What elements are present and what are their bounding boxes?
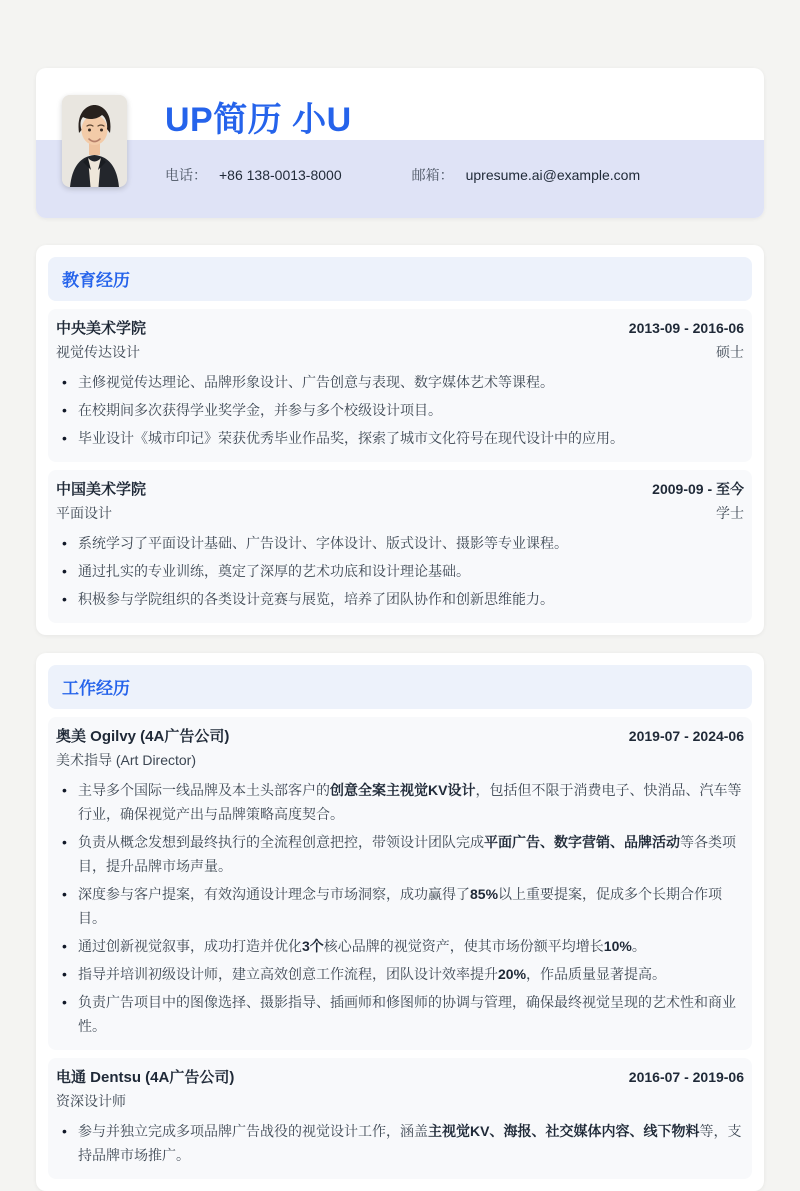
- entry-title: 奥美 Ogilvy (4A广告公司): [56, 728, 230, 745]
- email-value: upresume.ai@example.com: [465, 167, 641, 183]
- candidate-name-title: UP简历 小U: [165, 101, 352, 139]
- email-label: 邮箱：: [411, 167, 454, 183]
- section-title-work: 工作经历: [62, 679, 130, 698]
- bullet-item: • 参与并独立完成多项品牌广告战役的视觉设计工作，涵盖主视觉KV、海报、社交媒体内容、线下物料等，支持品牌市场推广。: [56, 1119, 744, 1167]
- phone-label: 电话：: [165, 167, 207, 183]
- entry-degree: 硕士: [716, 344, 744, 360]
- entry-subtitle: 平面设计: [56, 505, 112, 521]
- section-title-band-education: [48, 257, 752, 301]
- bullet-item: • 负责从概念发想到最终执行的全流程创意把控，带领设计团队完成平面广告、数字营销、品牌活动等各类项目，提升品牌市场声量。: [56, 830, 744, 878]
- bullet-item: • 深度参与客户提案，有效沟通设计理念与市场洞察，成功赢得了85%以上重要提案，促成多个长期合作项目。: [56, 882, 744, 930]
- section-card-work: [36, 653, 764, 1191]
- entry-date-range: 2019-07 - 2024-06: [628, 728, 744, 744]
- bullet-item: • 通过扎实的专业训练，奠定了深厚的艺术功底和设计理论基础。: [56, 559, 744, 583]
- section-card-education: [36, 245, 764, 635]
- entry-header-row: [56, 725, 744, 746]
- sections-root: [36, 245, 764, 1191]
- entry-title: 中央美术学院: [56, 320, 147, 337]
- bullet-item: • 在校期间多次获得学业奖学金，并参与多个校级设计项目。: [56, 398, 744, 422]
- contact-band: [36, 140, 764, 218]
- section-title-band-work: [48, 665, 752, 709]
- entry-header-row: [56, 478, 744, 499]
- entry-subtitle: 美术指导 (Art Director): [56, 752, 196, 768]
- entry-block: [48, 470, 752, 623]
- phone-value: +86 138-0013-8000: [219, 167, 342, 183]
- header-card: [36, 68, 764, 218]
- entry-degree: 学士: [716, 505, 744, 521]
- entry-subtitle-row: [56, 1091, 744, 1111]
- entry-header-row: [56, 1066, 744, 1087]
- profile-photo: [62, 95, 127, 187]
- bullet-item: • 积极参与学院组织的各类设计竞赛与展览，培养了团队协作和创新思维能力。: [56, 587, 744, 611]
- entry-block: [48, 717, 752, 1050]
- entry-block: [48, 1058, 752, 1179]
- entry-block: [48, 309, 752, 462]
- entry-subtitle-row: [56, 503, 744, 523]
- bullet-item: • 系统学习了平面设计基础、广告设计、字体设计、版式设计、摄影等专业课程。: [56, 531, 744, 555]
- section-title-education: 教育经历: [62, 271, 130, 290]
- bullet-list: [56, 531, 744, 611]
- profile-photo-image: [62, 95, 127, 187]
- bullet-item: • 通过创新视觉叙事，成功打造并优化3个核心品牌的视觉资产，使其市场份额平均增长10%。: [56, 934, 744, 958]
- bullet-list: [56, 778, 744, 1038]
- bullet-list: [56, 370, 744, 450]
- contact-row: [165, 165, 764, 185]
- bullet-list: [56, 1119, 744, 1167]
- entry-title: 中国美术学院: [56, 481, 147, 498]
- resume-container: [36, 0, 764, 1191]
- entry-header-row: [56, 317, 744, 338]
- entry-subtitle-row: [56, 750, 744, 770]
- entry-title: 电通 Dentsu (4A广告公司): [56, 1069, 235, 1086]
- bullet-item: • 主导多个国际一线品牌及本土头部客户的创意全案主视觉KV设计，包括但不限于消费电子、快消品、汽车等行业，确保视觉产出与品牌策略高度契合。: [56, 778, 744, 826]
- bullet-item: • 主修视觉传达理论、品牌形象设计、广告创意与表现、数字媒体艺术等课程。: [56, 370, 744, 394]
- entry-date-range: 2016-07 - 2019-06: [628, 1069, 744, 1085]
- bullet-item: • 负责广告项目中的图像选择、摄影指导、插画师和修图师的协调与管理，确保最终视觉呈现的艺术性和商业性。: [56, 990, 744, 1038]
- entry-date-range: 2009-09 - 至今: [652, 481, 744, 497]
- bullet-item: • 毕业设计《城市印记》荣获优秀毕业作品奖，探索了城市文化符号在现代设计中的应用。: [56, 426, 744, 450]
- entry-date-range: 2013-09 - 2016-06: [628, 320, 744, 336]
- entry-subtitle: 视觉传达设计: [56, 344, 140, 360]
- entry-subtitle-row: [56, 342, 744, 362]
- bullet-item: • 指导并培训初级设计师，建立高效创意工作流程，团队设计效率提升20%，作品质量显著提高。: [56, 962, 744, 986]
- entry-subtitle: 资深设计师: [56, 1093, 126, 1109]
